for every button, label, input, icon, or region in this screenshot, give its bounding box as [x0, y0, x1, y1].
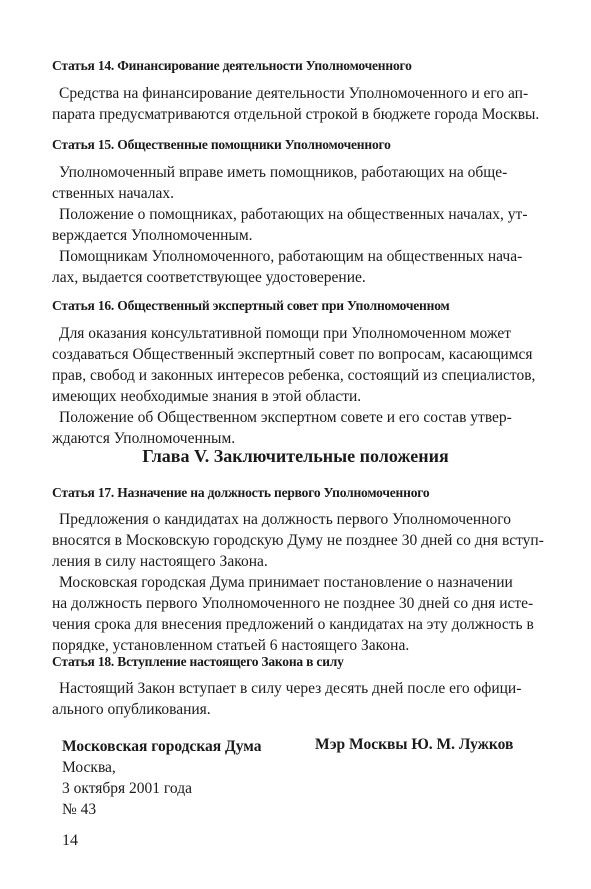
text-line: лах, выдается соответствующее удостоверение. — [52, 269, 366, 286]
article-14 — [52, 57, 552, 75]
signature-number: № 43 — [62, 801, 97, 818]
text-line: Московская городская Дума принимает постановление о назначении — [59, 574, 513, 591]
text-line: чения срока для внесения предложений о кандидатах на эту должность в — [52, 616, 534, 633]
text-line: вносятся в Московскую городскую Думу не позднее 30 дней со дня вступ- — [52, 532, 544, 549]
signatory-mayor: Мэр Москвы Ю. М. Лужков — [315, 736, 514, 753]
text-line: Уполномоченный вправе иметь помощников, работающих на обще- — [59, 164, 508, 181]
article-15-paragraph-2 — [52, 204, 552, 246]
article-15-paragraph-1 — [52, 162, 552, 204]
text-line: Помощникам Уполномоченного, работающим на общественных нача- — [59, 248, 523, 265]
article-14-paragraph-1 — [52, 83, 552, 125]
text-line: Предложения о кандидатах на должность первого Уполномоченного — [59, 511, 511, 528]
article-15-heading: Статья 15. Общественные помощники Уполномоченного — [52, 137, 391, 152]
article-18 — [52, 653, 552, 671]
text-line: прав, свобод и законных интересов ребенка, состоящий из специалистов, — [52, 367, 536, 384]
text-line: верждается Уполномоченным. — [52, 227, 253, 244]
text-line: Настоящий Закон вступает в силу через десять дней после его офици- — [59, 680, 522, 697]
article-16-paragraph-2 — [52, 407, 552, 449]
article-15 — [52, 136, 552, 154]
article-14-heading: Статья 14. Финансирование деятельности Уполномоченного — [52, 58, 412, 73]
text-line: на должность первого Уполномоченного не позднее 30 дней со дня исте- — [52, 595, 534, 612]
article-16 — [52, 297, 552, 315]
text-line: имеющих необходимые знания в этой области. — [52, 388, 362, 405]
article-16-heading: Статья 16. Общественный экспертный совет при Уполномоченном — [52, 298, 450, 313]
text-line: Положение об Общественном экспертном совете и его состав утвер- — [59, 409, 512, 426]
text-line: Средства на финансирование деятельности Уполномоченного и его ап- — [59, 85, 529, 102]
page-number: 14 — [62, 832, 78, 849]
text-line: Положение о помощниках, работающих на общественных началах, ут- — [59, 206, 528, 223]
text-line: ственных началах. — [52, 185, 174, 202]
text-line: создаваться Общественный экспертный совет по вопросам, касающимся — [52, 346, 533, 363]
text-line: порядке, установленном статьей 6 настоящего Закона. — [52, 637, 410, 654]
text-line: ления в силу настоящего Закона. — [52, 553, 268, 570]
chapter-title: Глава V. Заключительные положения — [142, 446, 449, 466]
article-17 — [52, 484, 552, 502]
signature-city: Москва, — [62, 759, 116, 776]
signature-block-left — [62, 736, 261, 820]
text-line: ждаются Уполномоченным. — [52, 430, 236, 447]
article-17-paragraph-1 — [52, 509, 552, 572]
text-line: ального опубликования. — [52, 701, 211, 718]
text-line: Для оказания консультативной помощи при Уполномоченном может — [59, 325, 512, 342]
article-18-paragraph-1 — [52, 678, 552, 720]
signatory-duma: Московская городская Дума — [62, 738, 262, 755]
article-17-heading: Статья 17. Назначение на должность первого Уполномоченного — [52, 485, 430, 500]
article-18-heading: Статья 18. Вступление настоящего Закона в силу — [52, 654, 344, 669]
article-16-paragraph-1 — [52, 323, 552, 407]
article-15-paragraph-3 — [52, 246, 552, 288]
signature-date: 3 октября 2001 года — [62, 780, 192, 797]
text-line: парата предусматриваются отдельной строкой в бюджете города Москвы. — [52, 106, 540, 123]
article-17-paragraph-2 — [52, 572, 552, 656]
